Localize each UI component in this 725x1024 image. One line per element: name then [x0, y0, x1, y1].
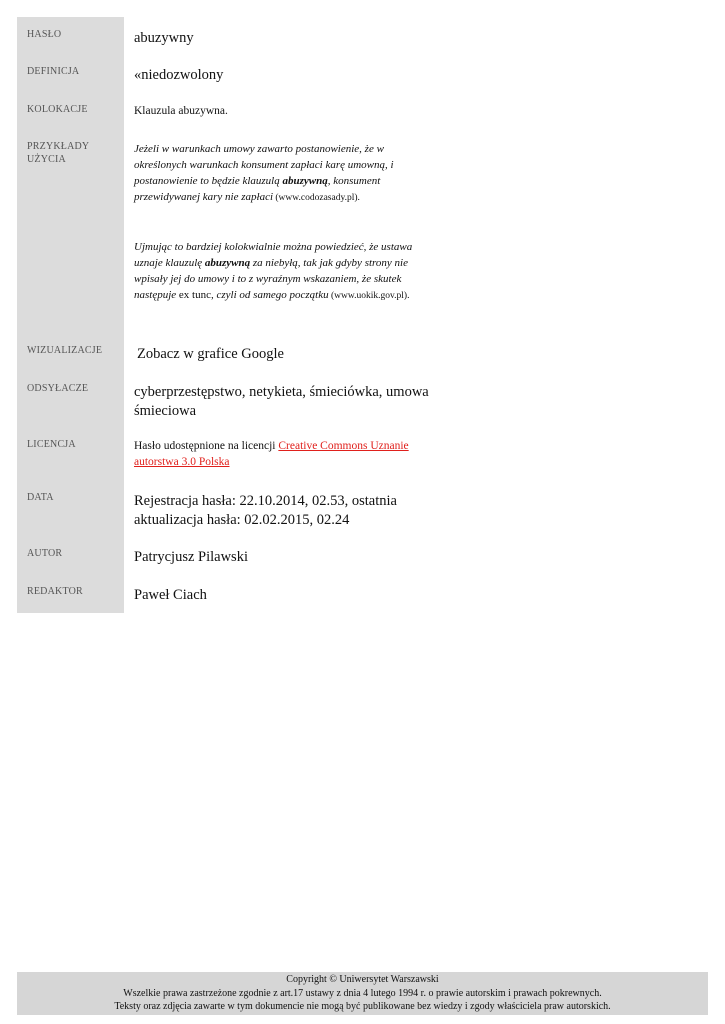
- example-1-keyword: abuzywną: [282, 175, 328, 187]
- license-prefix: Hasło udostępnione na licencji: [134, 440, 279, 452]
- example-1: [134, 141, 439, 206]
- example-1-text: Jeżeli w warunkach umowy zawarto postanowienie, że w określonych warunkach konsument zapłaci karę umowną, i postanowienie to będzie klauzulą: [134, 143, 394, 187]
- example-2: [134, 239, 439, 304]
- example-1-source: (www.codozasady.pl).: [273, 193, 360, 203]
- example-2-latin: ex tunc: [178, 289, 211, 301]
- value-haslo: abuzywny: [134, 30, 194, 46]
- example-2-text: Ujmując to bardziej kolokwialnie można powiedzieć, że ustawa uznaje klauzulę: [134, 241, 413, 269]
- footer-rights-line: Wszelkie prawa zastrzeżone zgodnie z art.17 ustawy z dnia 4 lutego 1994 r. o prawie autorskim i prawach pokrewnych.: [123, 987, 602, 999]
- label-wizualizacje: WIZUALIZACJE: [27, 345, 103, 356]
- label-odsylacze: ODSYŁACZE: [27, 383, 89, 394]
- example-2-text-end: , czyli od samego początku: [211, 289, 329, 301]
- label-przyklady: PRZYKŁADY UŻYCIA: [27, 141, 89, 165]
- example-2-text-mid: za niebyłą, tak jak gdyby strony nie wpisały jej do umowy i to z wyraźnym wskazaniem, że skutek następuje: [134, 257, 408, 301]
- copyright-footer: [17, 972, 708, 1015]
- label-data: DATA: [27, 492, 54, 503]
- value-definicja: «niedozwolony: [134, 67, 224, 83]
- footer-usage-line: Teksty oraz zdjęcia zawarte w tym dokumencie nie mogą być publikowane bez wiedzy i zgody właściciela praw autorskich.: [114, 1001, 611, 1012]
- value-kolokacje: Klauzula abuzywna.: [134, 105, 228, 117]
- label-kolokacje: KOLOKACJE: [27, 104, 88, 115]
- label-haslo: HASŁO: [27, 29, 62, 40]
- license-link[interactable]: Creative Commons Uznanie autorstwa 3.0 Polska: [134, 440, 409, 468]
- footer-copyright-line: Copyright © Uniwersytet Warszawski: [286, 974, 439, 985]
- value-odsylacze: cyberprzestępstwo, netykieta, śmieciówka, umowa śmieciowa: [134, 384, 429, 419]
- label-licencja: LICENCJA: [27, 439, 76, 450]
- value-redaktor: Paweł Ciach: [134, 587, 207, 603]
- example-2-keyword: abuzywną: [204, 257, 251, 269]
- label-autor: AUTOR: [27, 548, 63, 559]
- example-1-text-end: , konsument przewidywanej kary nie zapłaci: [134, 175, 381, 203]
- google-images-link[interactable]: Zobacz w grafice Google: [137, 346, 284, 362]
- example-2-source: (www.uokik.gov.pl).: [328, 291, 410, 301]
- value-licencja: [134, 438, 434, 470]
- label-redaktor: REDAKTOR: [27, 586, 83, 597]
- label-definicja: DEFINICJA: [27, 66, 80, 77]
- value-autor: Patrycjusz Pilawski: [134, 549, 248, 565]
- value-data: Rejestracja hasła: 22.10.2014, 02.53, ostatnia aktualizacja hasła: 02.02.2015, 02.24: [134, 493, 397, 528]
